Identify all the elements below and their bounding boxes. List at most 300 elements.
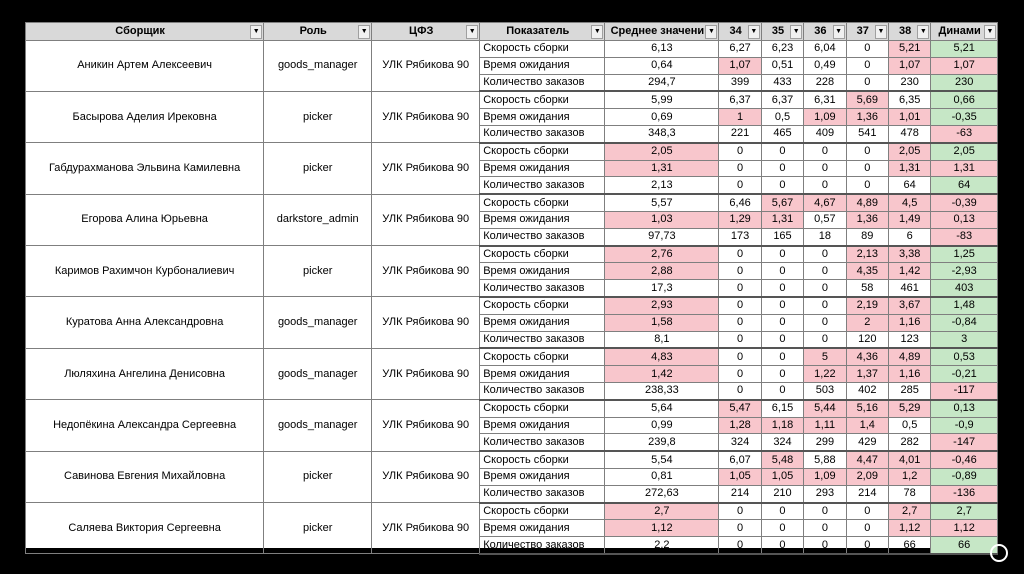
cell-week-36[interactable]: 0 <box>804 520 846 537</box>
cell-metric[interactable]: Количество заказов <box>480 382 605 399</box>
dropdown-arrow-icon[interactable]: ▼ <box>875 25 887 39</box>
cell-metric[interactable]: Количество заказов <box>480 125 605 142</box>
cell-average[interactable]: 5,64 <box>605 400 719 417</box>
cell-week-37[interactable]: 402 <box>846 382 888 399</box>
cell-metric[interactable]: Время ожидания <box>480 160 605 177</box>
cell-week-36[interactable]: 1,11 <box>804 417 846 434</box>
cell-dinamika[interactable]: 2,7 <box>931 503 998 520</box>
cell-week-34[interactable]: 0 <box>719 160 761 177</box>
cell-average[interactable]: 0,99 <box>605 417 719 434</box>
cell-dinamika[interactable]: -0,89 <box>931 468 998 485</box>
cell-dinamika[interactable]: -0,39 <box>931 194 998 211</box>
cell-role[interactable]: goods_manager <box>264 41 372 92</box>
cell-week-37[interactable]: 4,89 <box>846 194 888 211</box>
cell-average[interactable]: 0,64 <box>605 57 719 74</box>
cell-average[interactable]: 239,8 <box>605 434 719 451</box>
cell-dinamika[interactable]: -83 <box>931 228 998 245</box>
cell-week-38[interactable]: 66 <box>888 537 930 554</box>
cell-week-36[interactable]: 0 <box>804 537 846 554</box>
dropdown-arrow-icon[interactable]: ▼ <box>748 25 760 39</box>
cell-week-37[interactable]: 0 <box>846 503 888 520</box>
header-week-35[interactable] <box>761 23 803 41</box>
cell-cfz[interactable]: УЛК Рябикова 90 <box>372 400 480 451</box>
cell-average[interactable]: 2,05 <box>605 143 719 160</box>
cell-week-37[interactable]: 4,35 <box>846 263 888 280</box>
header-pokazatel[interactable] <box>480 23 605 41</box>
cell-metric[interactable]: Скорость сборки <box>480 348 605 365</box>
cell-week-38[interactable]: 78 <box>888 485 930 502</box>
cell-dinamika[interactable]: 2,05 <box>931 143 998 160</box>
cell-week-37[interactable]: 0 <box>846 74 888 91</box>
cell-name[interactable]: Аникин Артем Алексеевич <box>26 41 264 92</box>
cell-cfz[interactable]: УЛК Рябикова 90 <box>372 246 480 297</box>
cell-cfz[interactable]: УЛК Рябикова 90 <box>372 91 480 142</box>
cell-week-34[interactable]: 1,29 <box>719 211 761 228</box>
cell-average[interactable]: 1,42 <box>605 366 719 383</box>
cell-week-38[interactable]: 1,31 <box>888 160 930 177</box>
cell-average[interactable]: 1,31 <box>605 160 719 177</box>
cell-week-38[interactable]: 1,16 <box>888 314 930 331</box>
cell-average[interactable]: 2,88 <box>605 263 719 280</box>
cell-week-34[interactable]: 6,46 <box>719 194 761 211</box>
cell-dinamika[interactable]: 1,07 <box>931 57 998 74</box>
dropdown-arrow-icon[interactable]: ▼ <box>466 25 478 39</box>
cell-week-36[interactable]: 0 <box>804 314 846 331</box>
cell-week-38[interactable]: 1,2 <box>888 468 930 485</box>
cell-metric[interactable]: Время ожидания <box>480 520 605 537</box>
cell-average[interactable]: 17,3 <box>605 280 719 297</box>
header-cfz[interactable] <box>372 23 480 41</box>
cell-role[interactable]: goods_manager <box>264 400 372 451</box>
cell-average[interactable]: 2,2 <box>605 537 719 554</box>
cell-average[interactable]: 0,81 <box>605 468 719 485</box>
cell-week-35[interactable]: 0 <box>761 348 803 365</box>
cell-week-37[interactable]: 0 <box>846 41 888 58</box>
dropdown-arrow-icon[interactable]: ▼ <box>984 25 996 39</box>
cell-average[interactable]: 1,03 <box>605 211 719 228</box>
cell-name[interactable]: Люляхина Ангелина Денисовна <box>26 348 264 399</box>
cell-week-38[interactable]: 285 <box>888 382 930 399</box>
cell-dinamika[interactable]: -0,9 <box>931 417 998 434</box>
cell-metric[interactable]: Количество заказов <box>480 177 605 194</box>
cell-metric[interactable]: Количество заказов <box>480 434 605 451</box>
cell-week-36[interactable]: 0 <box>804 143 846 160</box>
cell-week-35[interactable]: 165 <box>761 228 803 245</box>
dropdown-arrow-icon[interactable]: ▼ <box>705 25 717 39</box>
cell-week-38[interactable]: 3,67 <box>888 297 930 314</box>
cell-role[interactable]: goods_manager <box>264 348 372 399</box>
cell-week-34[interactable]: 0 <box>719 263 761 280</box>
cell-week-38[interactable]: 1,07 <box>888 57 930 74</box>
cell-week-34[interactable]: 0 <box>719 520 761 537</box>
dropdown-arrow-icon[interactable]: ▼ <box>917 25 929 39</box>
cell-week-37[interactable]: 0 <box>846 57 888 74</box>
cell-week-36[interactable]: 1,22 <box>804 366 846 383</box>
cell-week-38[interactable]: 6,35 <box>888 91 930 108</box>
cell-week-38[interactable]: 4,5 <box>888 194 930 211</box>
cell-week-35[interactable]: 0 <box>761 314 803 331</box>
cell-week-34[interactable]: 0 <box>719 246 761 263</box>
cell-week-35[interactable]: 0,51 <box>761 57 803 74</box>
header-label: Показатель <box>506 25 570 37</box>
cell-role[interactable]: darkstore_admin <box>264 194 372 245</box>
cell-week-38[interactable]: 1,12 <box>888 520 930 537</box>
cell-dinamika[interactable]: 3 <box>931 331 998 348</box>
cell-dinamika[interactable]: 403 <box>931 280 998 297</box>
cell-week-36[interactable]: 5 <box>804 348 846 365</box>
cell-week-38[interactable]: 3,38 <box>888 246 930 263</box>
header-srednee[interactable] <box>605 23 719 41</box>
cell-week-37[interactable]: 120 <box>846 331 888 348</box>
cell-dinamika[interactable]: -0,35 <box>931 109 998 126</box>
cell-week-34[interactable]: 6,27 <box>719 41 761 58</box>
cell-week-36[interactable]: 0 <box>804 331 846 348</box>
cell-week-37[interactable]: 5,69 <box>846 91 888 108</box>
cell-week-35[interactable]: 6,37 <box>761 91 803 108</box>
cell-week-37[interactable]: 0 <box>846 520 888 537</box>
cell-metric[interactable]: Скорость сборки <box>480 143 605 160</box>
cell-week-38[interactable]: 1,01 <box>888 109 930 126</box>
cell-week-36[interactable]: 1,09 <box>804 468 846 485</box>
cell-week-34[interactable]: 0 <box>719 331 761 348</box>
cell-week-34[interactable]: 1,05 <box>719 468 761 485</box>
cell-week-35[interactable]: 0 <box>761 297 803 314</box>
cell-week-38[interactable]: 4,89 <box>888 348 930 365</box>
cell-metric[interactable]: Скорость сборки <box>480 451 605 468</box>
cell-week-34[interactable]: 214 <box>719 485 761 502</box>
cell-week-36[interactable]: 6,04 <box>804 41 846 58</box>
cell-week-35[interactable]: 0 <box>761 537 803 554</box>
cell-week-37[interactable]: 58 <box>846 280 888 297</box>
cell-week-35[interactable]: 465 <box>761 125 803 142</box>
cell-metric[interactable]: Время ожидания <box>480 57 605 74</box>
cell-week-35[interactable]: 0 <box>761 280 803 297</box>
cell-metric[interactable]: Время ожидания <box>480 366 605 383</box>
cell-week-37[interactable]: 89 <box>846 228 888 245</box>
cell-week-36[interactable]: 4,67 <box>804 194 846 211</box>
cell-dinamika[interactable]: 64 <box>931 177 998 194</box>
cell-week-36[interactable]: 0 <box>804 263 846 280</box>
cell-name[interactable]: Егорова Алина Юрьевна <box>26 194 264 245</box>
cell-metric[interactable]: Количество заказов <box>480 74 605 91</box>
cell-week-38[interactable]: 123 <box>888 331 930 348</box>
cell-week-37[interactable]: 0 <box>846 160 888 177</box>
header-rol[interactable] <box>264 23 372 41</box>
cell-role[interactable]: picker <box>264 246 372 297</box>
dropdown-arrow-icon[interactable]: ▼ <box>833 25 845 39</box>
cell-week-38[interactable]: 478 <box>888 125 930 142</box>
cell-dinamika[interactable]: 1,48 <box>931 297 998 314</box>
cell-week-36[interactable]: 0,57 <box>804 211 846 228</box>
cell-week-35[interactable]: 0 <box>761 263 803 280</box>
cell-average[interactable]: 1,12 <box>605 520 719 537</box>
cell-week-37[interactable]: 4,36 <box>846 348 888 365</box>
header-week-34[interactable] <box>719 23 761 41</box>
cell-dinamika[interactable]: -0,21 <box>931 366 998 383</box>
cell-week-35[interactable]: 0 <box>761 143 803 160</box>
cell-week-38[interactable]: 5,29 <box>888 400 930 417</box>
cell-metric[interactable]: Скорость сборки <box>480 194 605 211</box>
table-row <box>26 143 998 160</box>
cell-metric[interactable]: Скорость сборки <box>480 503 605 520</box>
cell-week-37[interactable]: 1,4 <box>846 417 888 434</box>
cell-week-34[interactable]: 0 <box>719 297 761 314</box>
cell-role[interactable]: goods_manager <box>264 297 372 348</box>
header-dinamika[interactable] <box>931 23 998 41</box>
header-row <box>26 23 998 41</box>
cell-week-36[interactable]: 5,44 <box>804 400 846 417</box>
cell-week-37[interactable]: 541 <box>846 125 888 142</box>
cell-week-36[interactable]: 0 <box>804 503 846 520</box>
cell-week-34[interactable]: 1,28 <box>719 417 761 434</box>
cell-week-37[interactable]: 214 <box>846 485 888 502</box>
cell-week-36[interactable]: 228 <box>804 74 846 91</box>
cell-week-37[interactable]: 2,09 <box>846 468 888 485</box>
cell-metric[interactable]: Количество заказов <box>480 537 605 554</box>
cell-cfz[interactable]: УЛК Рябикова 90 <box>372 194 480 245</box>
cell-week-36[interactable]: 0 <box>804 246 846 263</box>
cell-week-37[interactable]: 0 <box>846 177 888 194</box>
cell-week-34[interactable]: 1,07 <box>719 57 761 74</box>
cell-week-35[interactable]: 5,48 <box>761 451 803 468</box>
cell-cfz[interactable]: УЛК Рябикова 90 <box>372 41 480 92</box>
cell-week-36[interactable]: 0 <box>804 280 846 297</box>
cell-week-36[interactable]: 503 <box>804 382 846 399</box>
cell-week-38[interactable]: 5,21 <box>888 41 930 58</box>
cell-week-37[interactable]: 4,47 <box>846 451 888 468</box>
cell-dinamika[interactable]: -0,46 <box>931 451 998 468</box>
cell-week-37[interactable]: 0 <box>846 143 888 160</box>
cell-metric[interactable]: Скорость сборки <box>480 297 605 314</box>
cell-week-35[interactable]: 1,31 <box>761 211 803 228</box>
cell-week-34[interactable]: 0 <box>719 314 761 331</box>
cell-dinamika[interactable]: -117 <box>931 382 998 399</box>
cell-week-36[interactable]: 293 <box>804 485 846 502</box>
cell-average[interactable]: 2,93 <box>605 297 719 314</box>
cell-week-37[interactable]: 1,36 <box>846 211 888 228</box>
cell-week-37[interactable]: 2,19 <box>846 297 888 314</box>
table-row <box>26 297 998 314</box>
cell-metric[interactable]: Время ожидания <box>480 468 605 485</box>
cell-week-35[interactable]: 0 <box>761 520 803 537</box>
cell-week-35[interactable]: 0 <box>761 503 803 520</box>
cell-week-36[interactable]: 1,09 <box>804 109 846 126</box>
cell-average[interactable]: 8,1 <box>605 331 719 348</box>
cell-name[interactable]: Басырова Аделия Ирековна <box>26 91 264 142</box>
cell-week-35[interactable]: 0 <box>761 246 803 263</box>
dropdown-arrow-icon[interactable]: ▼ <box>790 25 802 39</box>
cell-metric[interactable]: Время ожидания <box>480 211 605 228</box>
cell-average[interactable]: 97,73 <box>605 228 719 245</box>
cell-dinamika[interactable]: 5,21 <box>931 41 998 58</box>
cell-week-36[interactable]: 18 <box>804 228 846 245</box>
cell-metric[interactable]: Время ожидания <box>480 417 605 434</box>
cell-metric[interactable]: Скорость сборки <box>480 91 605 108</box>
cell-metric[interactable]: Время ожидания <box>480 314 605 331</box>
cell-metric[interactable]: Количество заказов <box>480 485 605 502</box>
cell-week-34[interactable]: 6,07 <box>719 451 761 468</box>
table-row <box>26 246 998 263</box>
cell-metric[interactable]: Скорость сборки <box>480 246 605 263</box>
header-label: 35 <box>771 25 785 37</box>
cell-week-36[interactable]: 0,49 <box>804 57 846 74</box>
cell-week-34[interactable]: 0 <box>719 348 761 365</box>
cell-dinamika[interactable]: 66 <box>931 537 998 554</box>
cell-week-36[interactable]: 0 <box>804 297 846 314</box>
cell-dinamika[interactable]: -63 <box>931 125 998 142</box>
header-week-36[interactable] <box>804 23 846 41</box>
cell-week-35[interactable]: 0,5 <box>761 109 803 126</box>
cell-week-34[interactable]: 0 <box>719 366 761 383</box>
cell-week-38[interactable]: 2,05 <box>888 143 930 160</box>
cell-week-34[interactable]: 0 <box>719 537 761 554</box>
cell-dinamika[interactable]: 1,25 <box>931 246 998 263</box>
cell-week-38[interactable]: 1,16 <box>888 366 930 383</box>
cell-week-38[interactable]: 1,42 <box>888 263 930 280</box>
cell-week-36[interactable]: 409 <box>804 125 846 142</box>
cell-dinamika[interactable]: -0,84 <box>931 314 998 331</box>
cell-week-37[interactable]: 2 <box>846 314 888 331</box>
cell-week-34[interactable]: 6,37 <box>719 91 761 108</box>
cell-role[interactable]: picker <box>264 143 372 194</box>
cell-week-37[interactable]: 0 <box>846 537 888 554</box>
header-week-37[interactable] <box>846 23 888 41</box>
cell-metric[interactable]: Скорость сборки <box>480 41 605 58</box>
cell-week-34[interactable]: 1 <box>719 109 761 126</box>
cell-average[interactable]: 272,63 <box>605 485 719 502</box>
cell-dinamika[interactable]: 230 <box>931 74 998 91</box>
cell-week-35[interactable]: 433 <box>761 74 803 91</box>
header-label: 38 <box>899 25 912 37</box>
cell-week-34[interactable]: 221 <box>719 125 761 142</box>
cell-average[interactable]: 6,13 <box>605 41 719 58</box>
dropdown-arrow-icon[interactable]: ▼ <box>250 25 262 39</box>
cell-week-36[interactable]: 299 <box>804 434 846 451</box>
cell-week-34[interactable]: 0 <box>719 143 761 160</box>
cell-dinamika[interactable]: 1,12 <box>931 520 998 537</box>
cell-name[interactable]: Саляева Виктория Сергеевна <box>26 503 264 554</box>
cell-cfz[interactable]: УЛК Рябикова 90 <box>372 297 480 348</box>
cell-week-35[interactable]: 1,18 <box>761 417 803 434</box>
cell-week-34[interactable]: 5,47 <box>719 400 761 417</box>
cell-week-35[interactable]: 1,05 <box>761 468 803 485</box>
dropdown-arrow-icon[interactable]: ▼ <box>591 25 603 39</box>
cell-week-34[interactable]: 0 <box>719 382 761 399</box>
cell-dinamika[interactable]: 0,13 <box>931 400 998 417</box>
header-week-38[interactable] <box>888 23 930 41</box>
cell-week-35[interactable]: 0 <box>761 177 803 194</box>
dropdown-arrow-icon[interactable]: ▼ <box>358 25 370 39</box>
cell-week-37[interactable]: 5,16 <box>846 400 888 417</box>
cell-metric[interactable]: Количество заказов <box>480 280 605 297</box>
cell-average[interactable]: 0,69 <box>605 109 719 126</box>
cell-average[interactable]: 2,7 <box>605 503 719 520</box>
cell-average[interactable]: 5,54 <box>605 451 719 468</box>
cell-week-34[interactable]: 324 <box>719 434 761 451</box>
cell-dinamika[interactable]: 1,31 <box>931 160 998 177</box>
cell-metric[interactable]: Количество заказов <box>480 331 605 348</box>
cell-average[interactable]: 348,3 <box>605 125 719 142</box>
cell-week-35[interactable]: 5,67 <box>761 194 803 211</box>
cell-metric[interactable]: Время ожидания <box>480 263 605 280</box>
cell-week-34[interactable]: 0 <box>719 503 761 520</box>
cell-week-34[interactable]: 0 <box>719 177 761 194</box>
cell-week-34[interactable]: 399 <box>719 74 761 91</box>
cell-week-37[interactable]: 1,37 <box>846 366 888 383</box>
cell-week-38[interactable]: 461 <box>888 280 930 297</box>
cell-average[interactable]: 2,76 <box>605 246 719 263</box>
cell-week-35[interactable]: 6,23 <box>761 41 803 58</box>
cell-role[interactable]: picker <box>264 451 372 502</box>
cell-average[interactable]: 4,83 <box>605 348 719 365</box>
cell-average[interactable]: 1,58 <box>605 314 719 331</box>
cell-week-35[interactable]: 6,15 <box>761 400 803 417</box>
cell-metric[interactable]: Скорость сборки <box>480 400 605 417</box>
cell-average[interactable]: 5,57 <box>605 194 719 211</box>
cell-name[interactable]: Каримов Рахимчон Курбоналиевич <box>26 246 264 297</box>
cell-name[interactable]: Габдурахманова Эльвина Камилевна <box>26 143 264 194</box>
cell-dinamika[interactable]: -2,93 <box>931 263 998 280</box>
cell-cfz[interactable]: УЛК Рябикова 90 <box>372 143 480 194</box>
cell-cfz[interactable]: УЛК Рябикова 90 <box>372 503 480 554</box>
cell-metric[interactable]: Время ожидания <box>480 109 605 126</box>
cell-week-38[interactable]: 0,5 <box>888 417 930 434</box>
cell-week-34[interactable]: 0 <box>719 280 761 297</box>
cell-week-36[interactable]: 0 <box>804 177 846 194</box>
cell-cfz[interactable]: УЛК Рябикова 90 <box>372 451 480 502</box>
cell-average[interactable]: 238,33 <box>605 382 719 399</box>
cell-week-35[interactable]: 0 <box>761 331 803 348</box>
cell-week-37[interactable]: 1,36 <box>846 109 888 126</box>
cell-week-36[interactable]: 6,31 <box>804 91 846 108</box>
cell-week-37[interactable]: 429 <box>846 434 888 451</box>
cell-dinamika[interactable]: 0,66 <box>931 91 998 108</box>
cell-week-38[interactable]: 6 <box>888 228 930 245</box>
cell-week-38[interactable]: 4,01 <box>888 451 930 468</box>
cell-week-35[interactable]: 0 <box>761 160 803 177</box>
cell-week-38[interactable]: 282 <box>888 434 930 451</box>
cell-week-35[interactable]: 210 <box>761 485 803 502</box>
cell-week-38[interactable]: 1,49 <box>888 211 930 228</box>
cell-week-35[interactable]: 0 <box>761 382 803 399</box>
cell-dinamika[interactable]: 0,13 <box>931 211 998 228</box>
cell-cfz[interactable]: УЛК Рябикова 90 <box>372 348 480 399</box>
cell-week-38[interactable]: 230 <box>888 74 930 91</box>
cell-name[interactable]: Савинова Евгения Михайловна <box>26 451 264 502</box>
cell-average[interactable]: 5,99 <box>605 91 719 108</box>
cell-dinamika[interactable]: -136 <box>931 485 998 502</box>
cell-week-36[interactable]: 0 <box>804 160 846 177</box>
cell-dinamika[interactable]: 0,53 <box>931 348 998 365</box>
cell-role[interactable]: picker <box>264 503 372 554</box>
cell-week-38[interactable]: 2,7 <box>888 503 930 520</box>
cell-week-34[interactable]: 173 <box>719 228 761 245</box>
cell-week-36[interactable]: 5,88 <box>804 451 846 468</box>
cell-average[interactable]: 294,7 <box>605 74 719 91</box>
header-sborshchik[interactable] <box>26 23 264 41</box>
cell-week-35[interactable]: 324 <box>761 434 803 451</box>
cell-week-35[interactable]: 0 <box>761 366 803 383</box>
cell-average[interactable]: 2,13 <box>605 177 719 194</box>
cell-name[interactable]: Куратова Анна Александровна <box>26 297 264 348</box>
cell-metric[interactable]: Количество заказов <box>480 228 605 245</box>
cell-week-38[interactable]: 64 <box>888 177 930 194</box>
cell-name[interactable]: Недопёкина Александра Сергеевна <box>26 400 264 451</box>
cell-dinamika[interactable]: -147 <box>931 434 998 451</box>
cell-week-37[interactable]: 2,13 <box>846 246 888 263</box>
cell-role[interactable]: picker <box>264 91 372 142</box>
table-row <box>26 451 998 468</box>
